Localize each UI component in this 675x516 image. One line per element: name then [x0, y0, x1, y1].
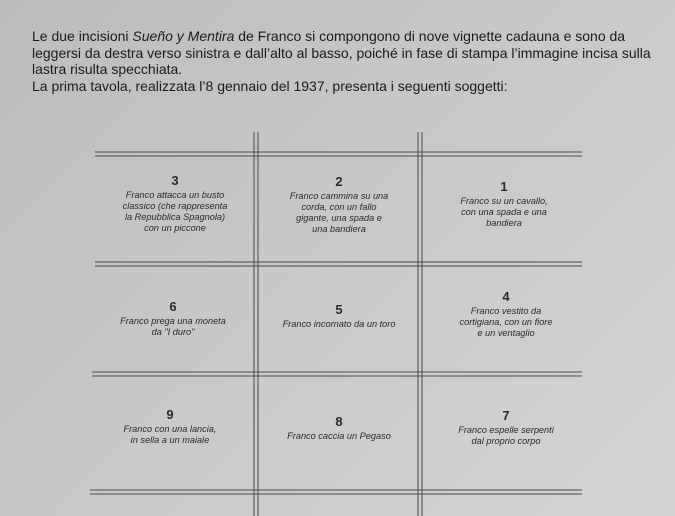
vignette-description: Franco cammina su una corda, con un fallo gigante, una spada e una bandiera	[289, 191, 389, 234]
intro-line-4: La prima tavola, realizzata l’8 gennaio del 1937, presenta i seguenti soggetti:	[32, 77, 508, 94]
vignette-1	[426, 180, 582, 229]
vignette-number: 3	[171, 173, 179, 188]
vignette-number: 7	[502, 408, 510, 423]
intro-line-2: leggersi da destra verso sinistra e dall’alto al basso, poiché in fase di stampa l’immagine incisa sulla	[32, 44, 651, 61]
artwork-title: Sueño y Mentira	[132, 28, 235, 44]
vignette-9	[92, 408, 248, 446]
vignette-6	[96, 300, 250, 338]
vignette-description: Franco prega una moneta da "I duro"	[120, 316, 226, 337]
vignette-number: 4	[502, 289, 510, 304]
vignette-description: Franco caccia un Pegaso	[287, 431, 391, 441]
vignette-number: 6	[169, 299, 177, 314]
intro-line-3: lastra risulta specchiata.	[32, 61, 183, 77]
vignette-5	[262, 303, 416, 330]
vignette-number: 1	[500, 179, 508, 194]
vignette-description: Franco vestito da cortigiana, con un fiore e un ventaglio	[459, 306, 553, 338]
vignette-number: 8	[335, 414, 343, 429]
vignette-2	[262, 175, 416, 235]
vignette-description: Franco incornato da un toro	[282, 319, 396, 329]
vignette-number: 9	[166, 407, 174, 422]
vignette-3	[100, 174, 250, 234]
vignette-8	[262, 415, 416, 442]
vignette-description: Franco con una lancia, in sella a un maiale	[123, 424, 217, 445]
vignette-description: Franco espelle serpenti dal proprio corpo	[458, 425, 554, 446]
vignette-description: Franco attacca un busto classico (che rappresenta la Repubblica Spagnola) con un piccone	[122, 190, 228, 233]
vignette-number: 2	[335, 174, 343, 189]
vignette-description: Franco su un cavallo, con una spada e una bandiera	[460, 196, 548, 228]
intro-text: Le due incisioni	[32, 28, 133, 44]
vignette-4	[426, 290, 586, 339]
intro-text: de Franco si compongono di nove vignette cadauna e sono da	[234, 28, 626, 44]
vignette-number: 5	[335, 302, 343, 317]
vignette-7	[426, 409, 586, 447]
